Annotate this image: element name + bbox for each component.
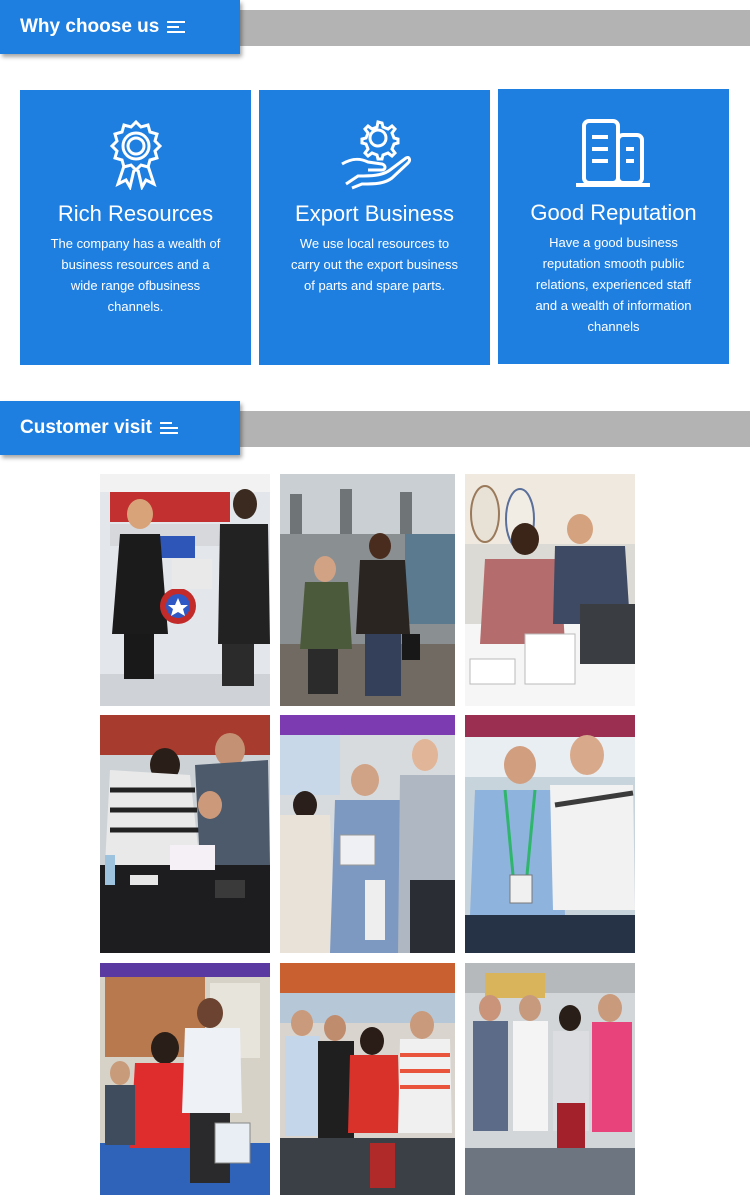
buildings-icon — [498, 117, 729, 189]
card-description: Have a good business reputation smooth public relations, experienced staff and a wealth of information channels — [535, 235, 692, 334]
section-title: Customer visit — [20, 417, 152, 438]
customer-visit-header — [0, 401, 750, 457]
photo-catalog-review — [280, 715, 455, 953]
award-ribbon-icon — [20, 118, 251, 190]
photo-booth-visit — [100, 963, 270, 1195]
feature-cards — [20, 90, 730, 366]
feature-card-export-business — [259, 90, 490, 365]
card-description: We use local resources to carry out the export business of parts and spare parts. — [291, 236, 458, 293]
why-choose-us-header — [0, 0, 750, 56]
customer-visit-tab — [0, 401, 240, 455]
photo-signing-documents — [100, 715, 270, 953]
photo-meeting-table — [465, 474, 635, 706]
why-choose-us-tab — [0, 0, 240, 54]
photo-group-exhibition — [280, 963, 455, 1195]
card-title: Good Reputation — [530, 200, 697, 225]
card-title: Rich Resources — [57, 201, 214, 226]
photo-factory-visit — [280, 474, 455, 706]
customer-photo-grid — [100, 474, 635, 1195]
feature-card-good-reputation — [498, 89, 729, 364]
photo-exhibition-pair — [465, 715, 635, 953]
photo-office-visit — [100, 474, 270, 706]
card-title: Export Business — [295, 201, 454, 226]
section-title: Why choose us — [20, 16, 160, 37]
card-description: The company has a wealth of business resources and a wide range ofbusiness channels. — [50, 236, 221, 314]
photo-group-with-luggage — [465, 963, 635, 1195]
feature-card-rich-resources — [20, 90, 251, 365]
menu-lines-icon — [167, 20, 185, 34]
gear-hand-icon — [259, 118, 490, 190]
menu-lines-icon — [160, 421, 178, 435]
